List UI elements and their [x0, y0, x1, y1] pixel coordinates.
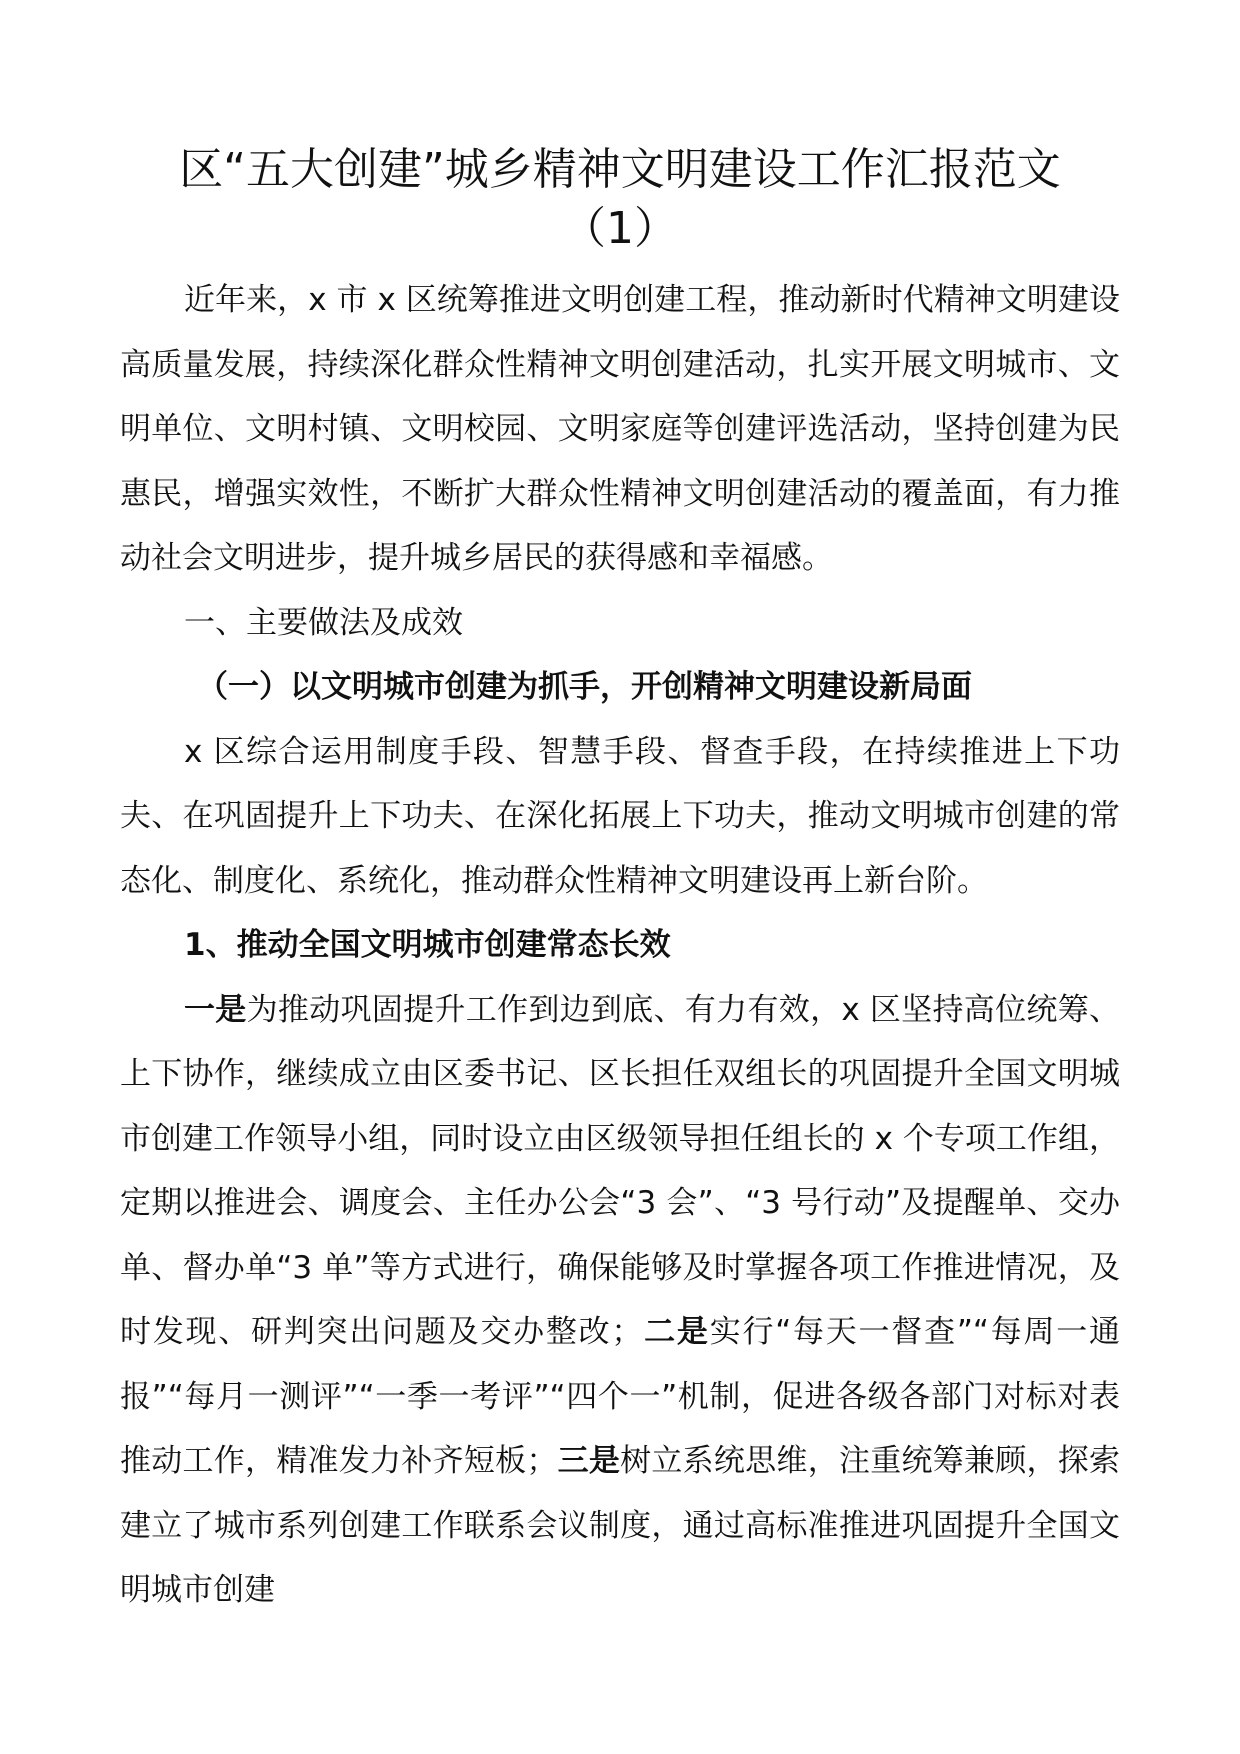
item-text-three: 树立系统思维，注重统筹兼顾，探索建立了城市系列创建工作联系会议制度，通过高标准推进巩固提升全国文明城市创建: [120, 1443, 1121, 1608]
section-heading: 一、主要做法及成效: [184, 604, 463, 641]
document-title: 区“五大创建”城乡精神文明建设工作汇报范文: [179, 144, 1061, 195]
subsection-paragraph: x 区综合运用制度手段、智慧手段、督查手段，在持续推进上下功夫、在巩固提升上下功夫、在深化拓展上下功夫，推动文明城市创建的常态化、制度化、系统化，推动群众性精神文明建设再上新台阶。: [120, 733, 1120, 899]
lead-phrase-one: 一是: [184, 991, 247, 1028]
lead-phrase-two: 二是: [642, 1314, 710, 1350]
document-body: [120, 268, 1120, 1623]
subsection-heading: （一）以文明城市创建为抓手，开创精神文明建设新局面: [197, 669, 972, 705]
document-title-number: （1）: [562, 203, 678, 254]
intro-paragraph: 近年来，x 市 x 区统筹推进文明创建工程，推动新时代精神文明建设高质量发展，持续深化群众性精神文明创建活动，扎实开展文明城市、文明单位、文明村镇、文明校园、文明家庭等创建评选活动，坚持创建为民惠民，增强实效性，不断扩大群众性精神文明创建活动的覆盖面，有力推动社会文明进步，提升城乡居民的获得感和幸福感。: [120, 282, 1120, 576]
item-text-one: 为推动巩固提升工作到边到底、有力有效，x 区坚持高位统筹、上下协作，继续成立由区委书记、区长担任双组长的巩固提升全国文明城市创建工作领导小组，同时设立由区级领导担任组长的 x 个专项工作组，定期以推进会、调度会、主任办公会“3 会”、“3 号行动”及提醒单、交办单、督办单“3 单”等方式进行，确保能够及时掌握各项工作推进情况，及时发现、研判突出问题及交办整改；: [120, 991, 1120, 1350]
item-paragraph: [120, 978, 1120, 1623]
item-heading: 1、推动全国文明城市创建常态长效: [184, 927, 671, 963]
lead-phrase-three: 三是: [557, 1443, 621, 1479]
item-text-two: 实行“每天一督查”“每周一通报”“每月一测评”“一季一考评”“四个一”机制，促进各级各部门对标对表推动工作，精准发力补齐短板；: [120, 1314, 1120, 1479]
